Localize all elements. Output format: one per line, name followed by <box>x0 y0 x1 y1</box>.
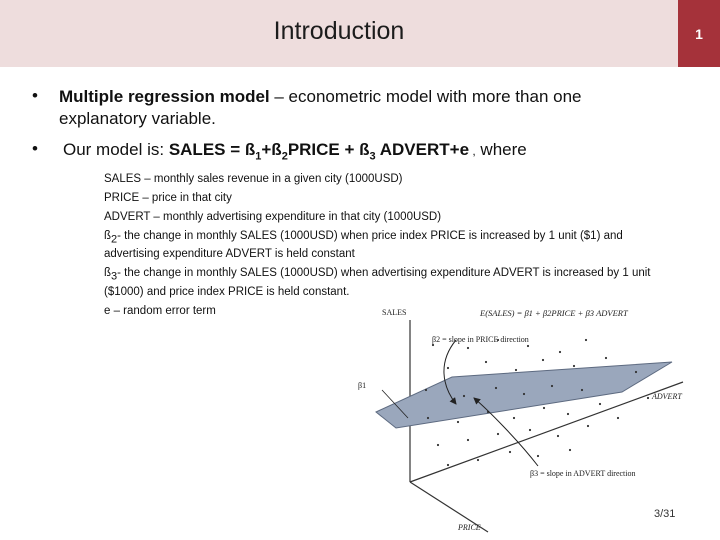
beta3-note: β3 = slope in ADVERT direction <box>530 469 636 478</box>
formula-subscript: 3 <box>369 150 376 163</box>
bullet-dot: • <box>32 86 38 105</box>
bullet-2-text <box>63 139 663 167</box>
model-formula <box>168 140 470 163</box>
bullet-1-definition: – econometric model with more than one explanatory variable. <box>59 87 582 128</box>
def-price: PRICE – price in that city <box>104 192 232 204</box>
beta3-subscript: 3 <box>111 270 118 283</box>
beta2-note: β2 = slope in PRICE direction <box>432 335 529 344</box>
def-sales: SALES – monthly sales revenue in a given city (1000USD) <box>104 173 403 185</box>
advert-axis-label: ADVERT <box>652 392 682 401</box>
sales-axis-label: SALES <box>382 308 407 317</box>
def-beta2 <box>104 227 669 264</box>
slide-number: 1 <box>695 25 703 42</box>
variable-definitions <box>104 170 669 321</box>
def-advert: ADVERT – monthly advertising expenditure in that city (1000USD) <box>104 211 442 223</box>
formula-subscript: 2 <box>281 150 288 163</box>
page-indicator: 3/31 <box>654 508 676 520</box>
def-beta3 <box>104 264 669 301</box>
formula-part: +ß <box>261 140 282 159</box>
term-multiple-regression: Multiple regression model <box>59 87 270 106</box>
regression-equation: E(SALES) = β1 + β2PRICE + β3 ADVERT <box>480 308 628 318</box>
bullet-1-text <box>59 86 659 130</box>
beta2-text: - the change in monthly SALES (1000USD) when price index PRICE is increased by 1 unit ($1) and advertising expenditure ADVERT is held constant <box>104 230 623 261</box>
beta1-label: β1 <box>358 381 367 390</box>
beta2-subscript: 2 <box>111 233 118 246</box>
formula-part: SALES = ß <box>168 140 256 159</box>
formula-part: ADVERT+e <box>375 140 470 159</box>
regression-plane-figure <box>338 300 698 540</box>
beta2-symbol: ß <box>104 230 112 242</box>
model-prefix: Our model is: <box>63 140 169 159</box>
comma: , <box>469 144 476 158</box>
formula-subscript: 1 <box>255 150 262 163</box>
beta3-text: - the change in monthly SALES (1000USD) when advertising expenditure ADVERT is increased by 1 unit ($1000) and price index PRICE is held constant. <box>104 267 651 298</box>
price-axis-label: PRICE <box>458 523 481 532</box>
where-word: where <box>475 140 527 159</box>
formula-part: PRICE + ß <box>287 140 370 159</box>
slide-number-badge <box>678 0 720 67</box>
beta3-symbol: ß <box>104 267 112 280</box>
bullet-dot: • <box>32 139 38 158</box>
def-error: e – random error term <box>104 304 216 317</box>
slide-title: Introduction <box>273 17 405 45</box>
